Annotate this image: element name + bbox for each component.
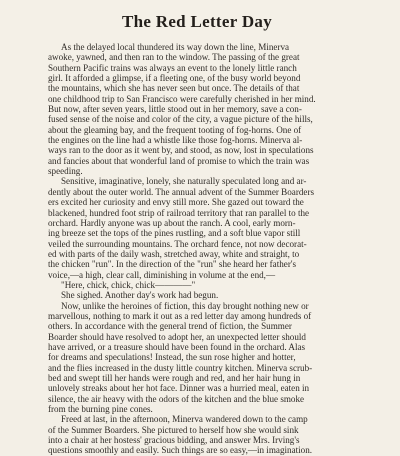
text-line: Boarder should have resolved to adopt her, an unexpected letter should	[48, 331, 306, 342]
text-line: silence, the air heavy with the odors of the kitchen and the blue smoke	[48, 393, 305, 404]
text-line: others. In accordance with the general trend of fiction, the Summer	[48, 321, 292, 332]
page-title: The Red Letter Day	[121, 12, 273, 31]
text-line: As the delayed local thundered its way down the line, Minerva	[61, 42, 290, 52]
text-line: She sighed. Another day's work had begun.	[61, 290, 219, 301]
text-line: ed with parts of the daily wash, stretched away, white and straight, to	[48, 248, 300, 259]
text-line: orchard. Hardly anyone was up about the ranch. A cool, early morn-	[48, 217, 296, 228]
text-line: the chicken "run". In the direction of the "run" she heard her father's	[48, 259, 297, 270]
text-line: marvellous, nothing to mark it out as a red letter day among hundreds of	[48, 310, 312, 321]
text-line: bed and swept till her hands were rough and red, and her hair hung in	[48, 373, 301, 383]
text-line: ways ran to the door as it went by, and stood, as now, lost in speculations	[48, 145, 314, 156]
text-line: blackened, hundred foot strip of railroad territory that ran parallel to the	[48, 207, 310, 218]
story-body	[48, 42, 346, 456]
text-line: from the burning pine cones.	[48, 404, 153, 415]
text-line: dently about the outer world. The annual advent of the Summer Boarders	[48, 186, 315, 197]
text-line: unlovely streaks about her hot face. Dinner was a hurried meal, eaten in	[48, 383, 310, 394]
text-line: fused sense of the noise and color of the city, a vague picture of the hills,	[48, 114, 313, 125]
text-line: Southern Pacific trains was always an event to the lonely little ranch	[48, 62, 297, 73]
text-line: Sensitive, imaginative, lonely, she naturally speculated long and ar-	[61, 176, 307, 187]
text-line: veiled the surrounding mountains. The orchard fence, not now decorat-	[48, 238, 307, 249]
text-line: have arrived, or a treasure should have been found in the orchard. Alas	[48, 341, 306, 352]
text-line: questions smoothly and easily. Such things are so easy,—in imagination.	[48, 445, 313, 456]
text-line: girl. It afforded a glimpse, if a fleeting one, of the busy world beyond	[48, 73, 301, 84]
text-line: the mountains, which she has never seen but once. The details of that	[48, 83, 300, 94]
text-line: awoke, yawned, and then ran to the window. The passing of the great	[48, 52, 300, 63]
text-line: the engines on the line had a whistle like those fog-horns. Minerva al-	[48, 135, 303, 146]
text-line: But now, after seven years, little stood out in her memory, save a con-	[48, 104, 302, 115]
text-line: "Here, chick, chick, chick————"	[61, 279, 196, 290]
text-line: ers excited her curiosity and envy still more. She gazed out toward the	[48, 197, 304, 208]
text-line: about the gleaming bay, and the frequent tooting of fog-horns. One of	[48, 124, 302, 135]
text-line: for dreams and speculations! Instead, the sun rose higher and hotter,	[48, 352, 296, 363]
text-line: and the flies increased in the dusty little country kitchen. Minerva scrub-	[48, 362, 313, 373]
text-line: and fancies about that wonderful land of promise to which the train was	[48, 155, 310, 166]
text-line: voice,—a high, clear call, diminishing in volume at the end,—	[48, 269, 276, 280]
text-line: ing breeze set the tops of the pines rustling, and a soft blue vapor still	[48, 228, 301, 239]
text-line: speeding.	[48, 166, 83, 177]
text-line: one childhood trip to San Francisco were carefully cherished in her mind.	[48, 93, 316, 104]
text-line: of the Summer Boarders. She pictured to herself how she would sink	[48, 424, 299, 435]
text-line: Freed at last, in the afternoon, Minerva wandered down to the camp	[61, 414, 308, 425]
text-line: into a chair at her hostess' gracious bidding, and answer Mrs. Irving's	[48, 435, 300, 446]
text-line: Now, unlike the heroines of fiction, this day brought nothing new or	[61, 300, 309, 311]
